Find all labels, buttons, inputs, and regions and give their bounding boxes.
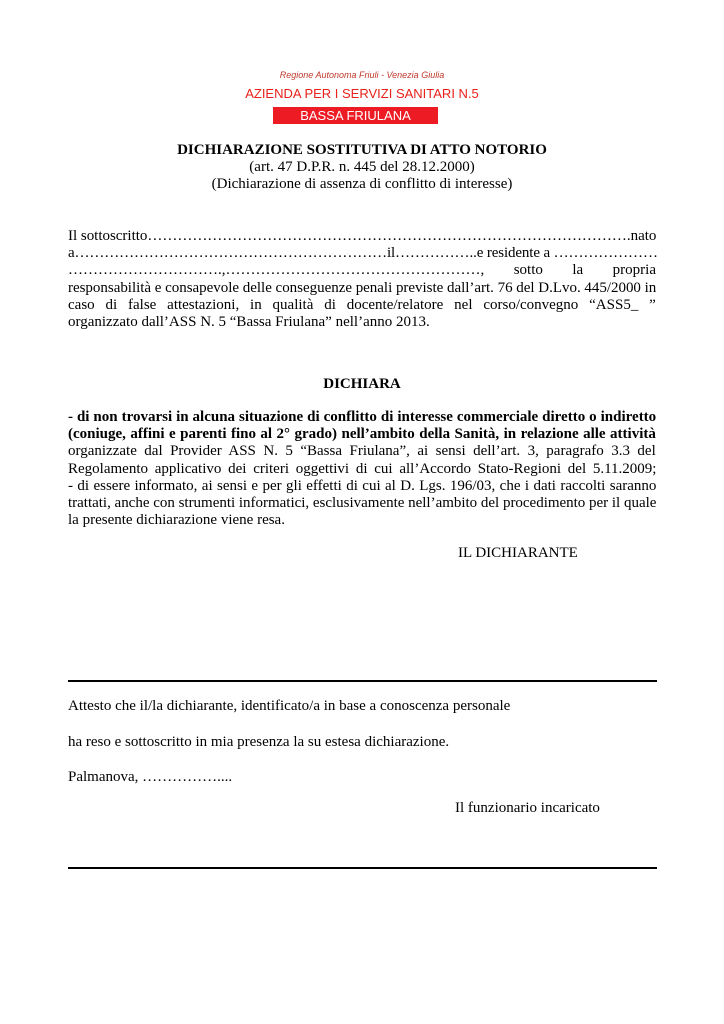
para1-line <box>68 228 656 245</box>
bassa-friulana-banner: BASSA FRIULANA <box>273 107 438 124</box>
divider-line <box>68 867 657 869</box>
official-signature-label: Il funzionario incaricato <box>455 800 600 816</box>
para1-line <box>68 262 656 279</box>
declaration-line: trattati, anche con strumenti informatici, esclusivamente nell’ambito del procedimento per il quale <box>68 495 657 512</box>
declaration-line: la presente dichiarazione viene resa. <box>68 512 285 529</box>
para1-line: organizzato dall’ASS N. 5 “Bassa Friulana” nell’anno 2013. <box>68 314 430 331</box>
declarant-paragraph <box>68 228 656 331</box>
declaration-line: organizzate dal Provider ASS N. 5 “Bassa Friulana”, ai sensi dell’art. 3, paragrafo 3.3 del <box>68 443 656 460</box>
attestation-presence-text: ha reso e sottoscritto in mia presenza la su estesa dichiarazione. <box>68 734 450 750</box>
declaration-paragraph <box>68 409 656 529</box>
word-sotto: sotto <box>513 262 543 279</box>
title-subtitle: (Dichiarazione di assenza di conflitto di interesse) <box>211 176 513 192</box>
word-la: la <box>572 262 584 279</box>
declaration-line: Regolamento applicativo dei criteri oggettivi di cui all’Accordo Stato-Regioni del 5.11.2009; <box>68 460 657 477</box>
address-dots: ………………………….,……………………………………………, <box>68 262 485 279</box>
title-law-reference: (art. 47 D.P.R. n. 445 del 28.12.2000) <box>249 159 475 175</box>
document-title <box>0 142 724 193</box>
declaration-bold-line: - di non trovarsi in alcuna situazione di conflitto di interesse commerciale diretto o indiretto <box>68 409 657 425</box>
place-date-field: Palmanova, …………….... <box>68 769 233 785</box>
dichiara-heading: DICHIARA <box>323 376 401 392</box>
para1-line: responsabilità e consapevole delle conseguenze penali previste dall’art. 76 del D.Lvo. 445/2000 in <box>68 279 657 296</box>
title-main: DICHIARAZIONE SOSTITUTIVA DI ATTO NOTORIO <box>177 142 547 158</box>
divider-line <box>68 680 657 682</box>
word-propria: propria <box>612 262 656 279</box>
signature-label: IL DICHIARANTE <box>458 545 578 561</box>
attestation-text: Attesto che il/la dichiarante, identificato/a in base a conoscenza personale <box>68 698 511 714</box>
sottoscritto-label: Il sottoscritto <box>68 228 148 244</box>
declaration-bold-line: (coniuge, affini e parenti fino al 2° grado) nell’ambito della Sanità, in relazione alle attività <box>68 426 656 443</box>
birth-residence-dots: ………………………………………………………il……………..e residente a ………………… <box>74 245 658 262</box>
name-dots: …………………………………………………………………………………….nato <box>147 228 657 244</box>
para1-line <box>68 245 656 262</box>
declaration-line: - di essere informato, ai sensi e per gli effetti di cui al D. Lgs. 196/03, che i dati raccolti saranno <box>68 477 657 494</box>
para1-line: caso di false attestazioni, in qualità di docente/relatore nel corso/convegno “ASS5_ ” <box>68 296 656 313</box>
birthplace-label: a <box>68 245 75 262</box>
azienda-header: AZIENDA PER I SERVIZI SANITARI N.5 <box>245 86 479 101</box>
region-header: Regione Autonoma Friuli - Venezia Giulia <box>279 70 445 80</box>
